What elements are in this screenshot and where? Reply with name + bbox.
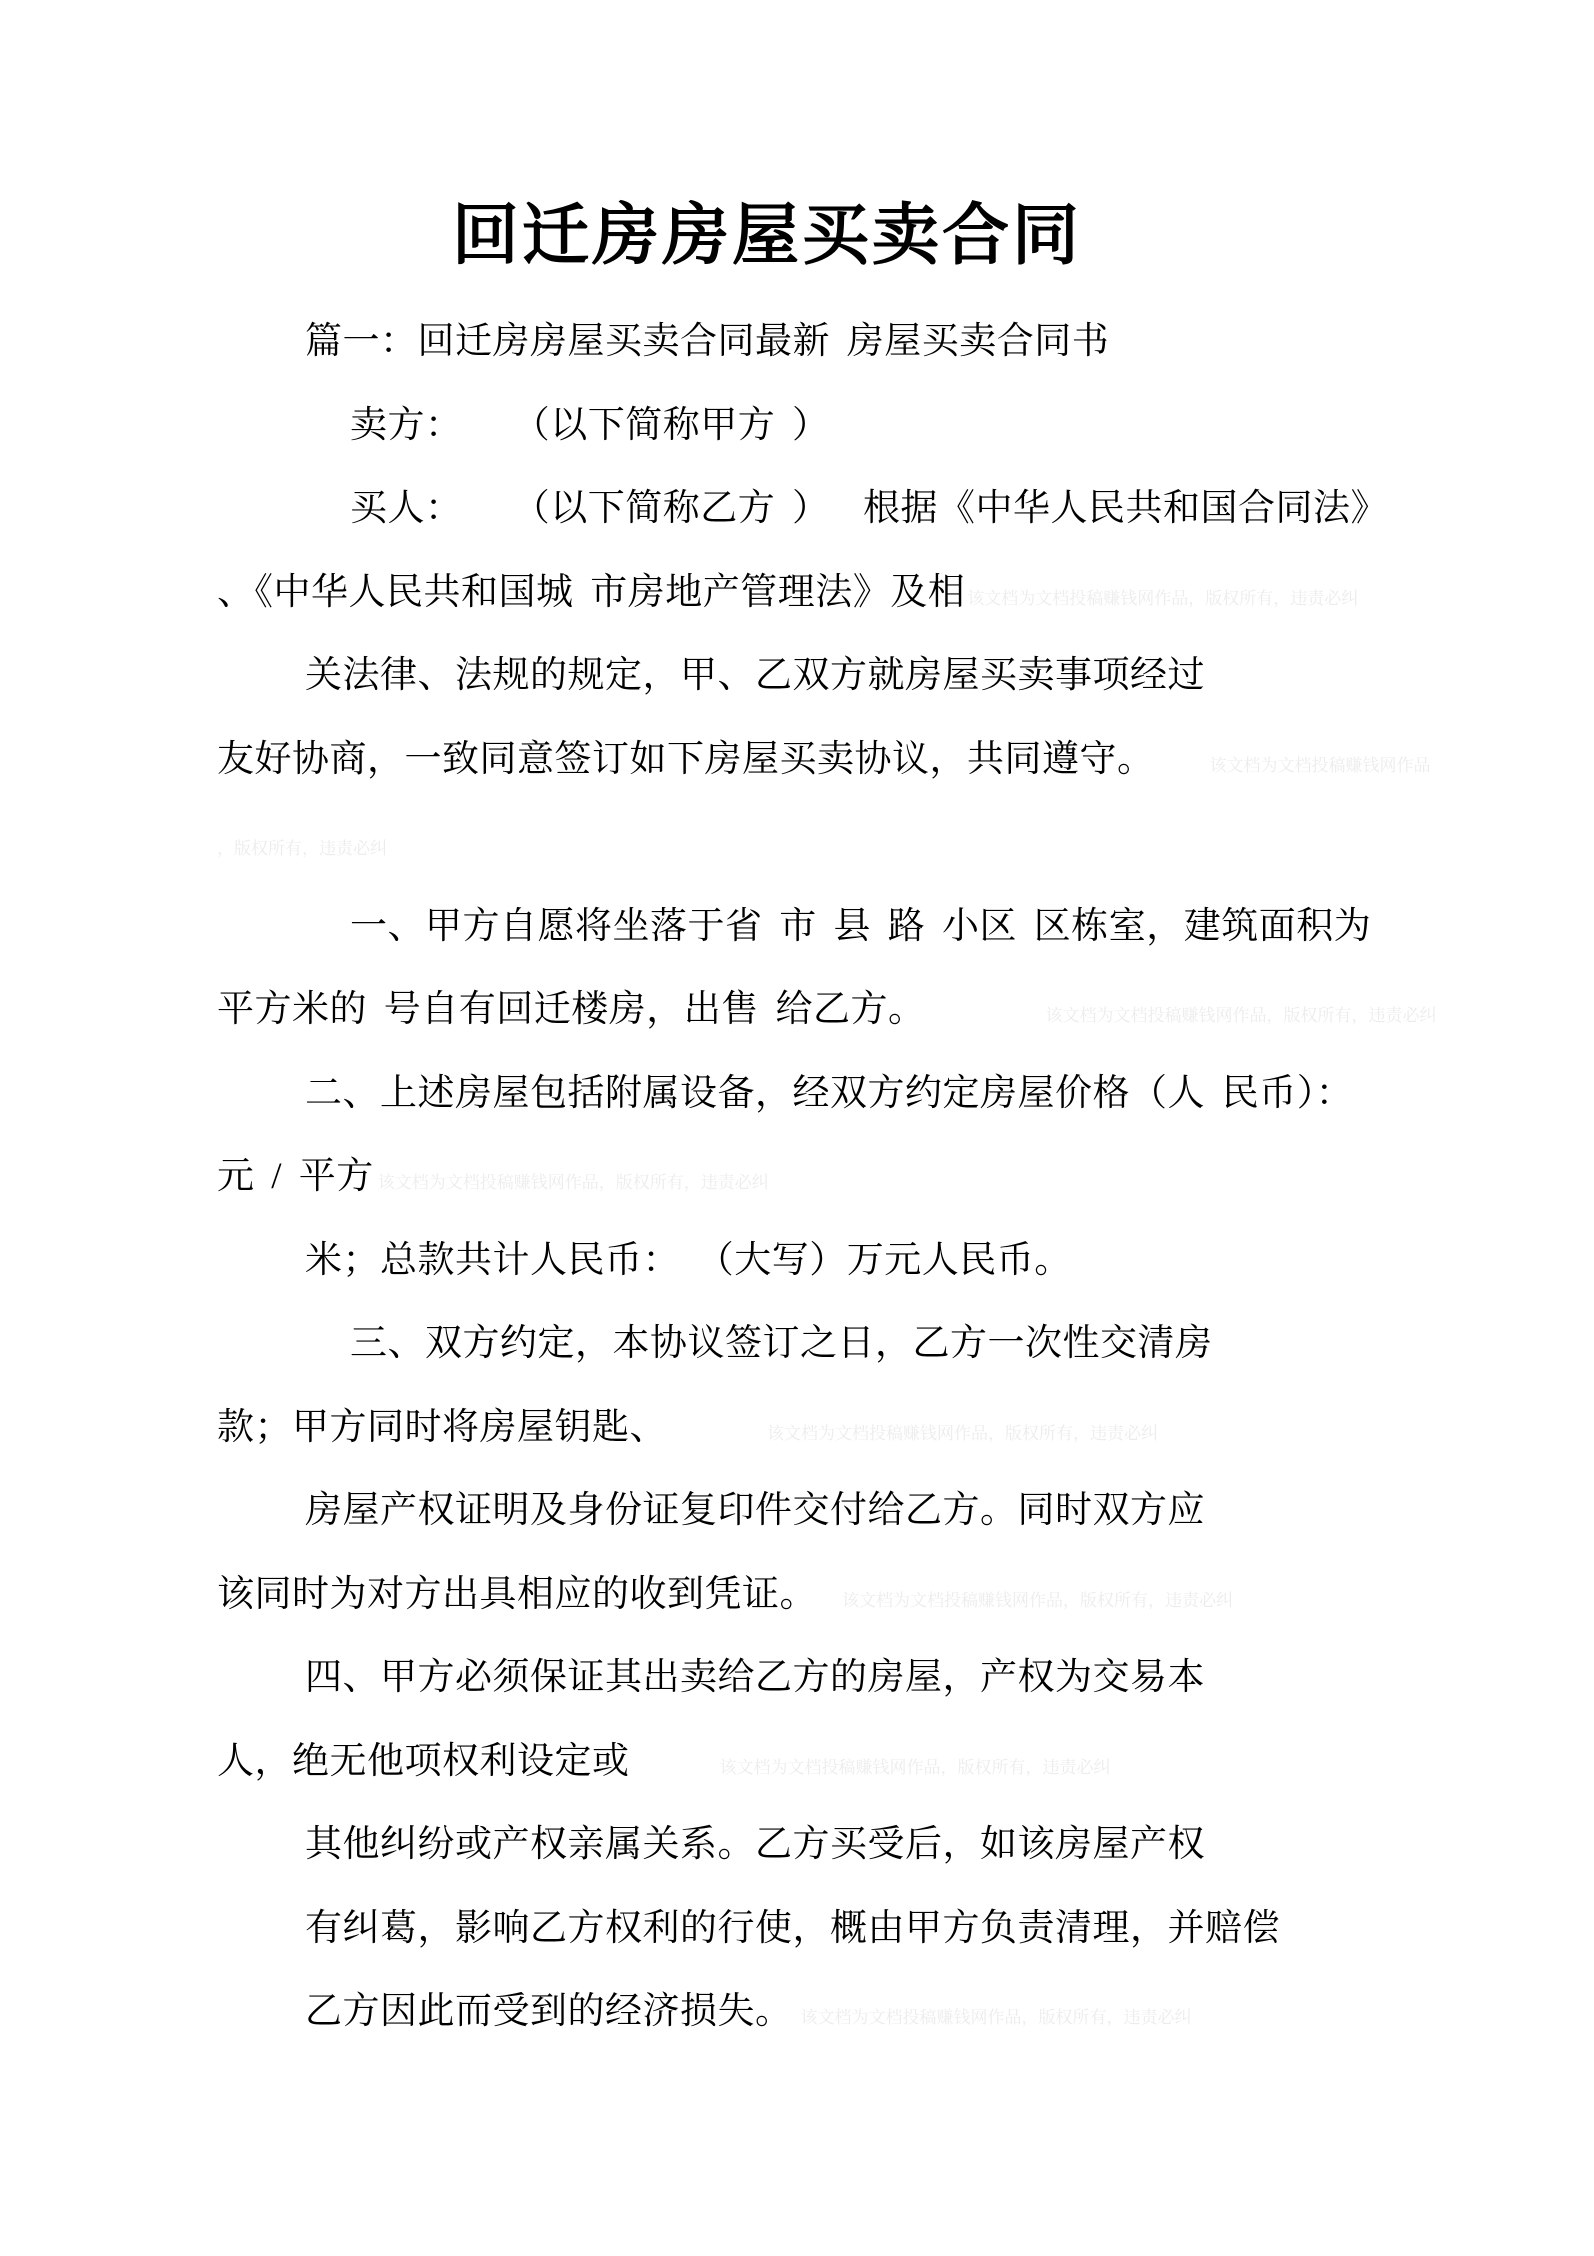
doc-line-text: 平方米的 号自有回迁楼房，出售 给乙方。 bbox=[217, 989, 926, 1030]
doc-line bbox=[0, 1386, 1594, 1470]
doc-line-text: 米；总款共计人民币： （大写）万元人民币。 bbox=[305, 1239, 1072, 1281]
doc-line-text: 有纠葛，影响乙方权利的行使，概由甲方负责清理，并赔偿 bbox=[305, 1907, 1280, 1949]
doc-line bbox=[0, 1970, 1594, 2054]
doc-line bbox=[0, 1302, 1594, 1386]
doc-line bbox=[0, 968, 1594, 1052]
doc-line bbox=[0, 1636, 1594, 1720]
watermark-text: 该文档为文档投稿赚钱网作品，版权所有，违责必纠 bbox=[842, 1590, 1233, 1610]
doc-line-text: 、《中华人民共和国城 市房地产管理法》及相 bbox=[217, 571, 966, 613]
doc-line bbox=[0, 1219, 1594, 1303]
doc-line-text: 买人： （以下简称乙方 ） 根据《中华人民共和国合同法》 bbox=[350, 488, 1388, 529]
watermark-text: 该文档为文档投稿赚钱网作品，版权所有，违责必纠 bbox=[967, 588, 1359, 608]
doc-line-text: 关法律、法规的规定，甲、乙双方就房屋买卖事项经过 bbox=[305, 655, 1205, 696]
doc-line-text: 元 / 平方 bbox=[217, 1156, 374, 1197]
doc-line-text: 款；甲方同时将房屋钥匙、 bbox=[217, 1406, 667, 1448]
doc-line-text: 友好协商，一致同意签订如下房屋买卖协议，共同遵守。 bbox=[217, 738, 1155, 780]
doc-line-text: 其他纠纷或产权亲属关系。乙方买受后，如该房屋产权 bbox=[305, 1824, 1205, 1865]
watermark-text: 该文档为文档投稿赚钱网作品，版权所有，违责必纠 bbox=[719, 1757, 1111, 1777]
doc-line bbox=[0, 801, 1594, 885]
document-body bbox=[0, 300, 1594, 2054]
doc-line-text: 二、上述房屋包括附属设备，经双方约定房屋价格（人 民币）： bbox=[305, 1072, 1354, 1114]
doc-line bbox=[0, 634, 1594, 718]
watermark-text: 该文档为文档投稿赚钱网作品 bbox=[1209, 755, 1431, 775]
doc-line bbox=[0, 300, 1594, 384]
doc-line bbox=[0, 885, 1594, 969]
document-title: 回迁房房屋买卖合同 bbox=[452, 196, 1082, 274]
doc-line-text: 篇一：回迁房房屋买卖合同最新 房屋买卖合同书 bbox=[305, 321, 1110, 362]
doc-line bbox=[0, 551, 1594, 635]
doc-line bbox=[0, 384, 1594, 468]
watermark-text: 该文档为文档投稿赚钱网作品，版权所有，违责必纠 bbox=[377, 1173, 769, 1192]
watermark-text: 该文档为文档投稿赚钱网作品，版权所有，违责必纠 bbox=[1045, 1006, 1437, 1025]
doc-line-text: 一、甲方自愿将坐落于省 市 县 路 小区 区栋室，建筑面积为 bbox=[350, 905, 1372, 947]
doc-line bbox=[0, 1553, 1594, 1637]
watermark-text: 该文档为文档投稿赚钱网作品，版权所有，违责必纠 bbox=[800, 2008, 1192, 2027]
doc-line-text: 乙方因此而受到的经济损失。 bbox=[305, 1991, 793, 2032]
doc-line-text: 房屋产权证明及身份证复印件交付给乙方。同时双方应 bbox=[305, 1490, 1205, 1531]
doc-line bbox=[0, 1720, 1594, 1804]
watermark-text: 该文档为文档投稿赚钱网作品，版权所有，违责必纠 bbox=[767, 1423, 1158, 1443]
doc-line-text: 四、甲方必须保证其出卖给乙方的房屋，产权为交易本 bbox=[305, 1657, 1205, 1698]
doc-line bbox=[0, 1469, 1594, 1553]
doc-line bbox=[0, 1887, 1594, 1971]
doc-line-text: 卖方： （以下简称甲方 ） bbox=[350, 404, 830, 446]
doc-line-text: 该同时为对方出具相应的收到凭证。 bbox=[217, 1573, 817, 1615]
doc-line-text: 三、双方约定，本协议签订之日，乙方一次性交清房 bbox=[350, 1323, 1213, 1364]
doc-line bbox=[0, 1803, 1594, 1887]
doc-line bbox=[0, 718, 1594, 802]
doc-line bbox=[0, 1135, 1594, 1219]
doc-line-text: 人，绝无他项权利设定或 bbox=[217, 1740, 630, 1782]
doc-line bbox=[0, 467, 1594, 551]
doc-line bbox=[0, 1052, 1594, 1136]
watermark-text: ，版权所有，违责必纠 bbox=[217, 839, 387, 858]
